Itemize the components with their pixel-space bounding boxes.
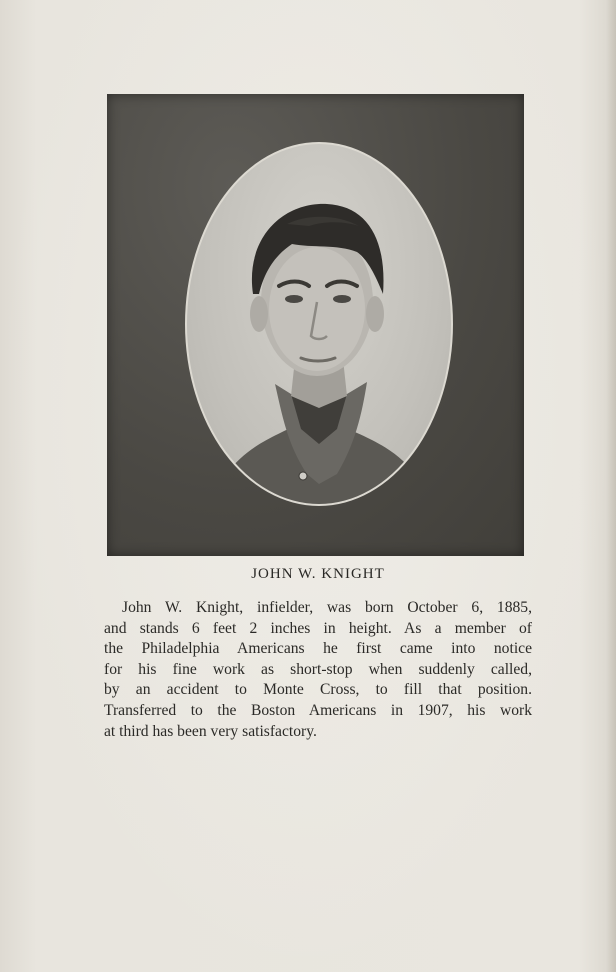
bio-line: by an accident to Monte Cross, to fill that position. [104,681,532,699]
portrait-oval [185,142,453,506]
bio-line: Transferred to the Boston Americans in 1907, his work [104,701,532,719]
shirt-button [299,472,307,480]
portrait-caption: JOHN W. KNIGHT [251,566,385,582]
biography-paragraph [104,598,532,742]
bio-line: and stands 6 feet 2 inches in height. As a member of [104,619,532,637]
bio-line: John W. Knight, infielder, was born October 6, 1885, [122,599,532,616]
bio-line: at third has been very satisfactory. [104,722,317,740]
portrait-photo [187,144,451,504]
bio-line: the Philadelphia Americans he first came into notice [104,640,532,658]
photo-plate [107,94,524,556]
bio-line: for his fine work as short-stop when suddenly called, [104,660,532,678]
